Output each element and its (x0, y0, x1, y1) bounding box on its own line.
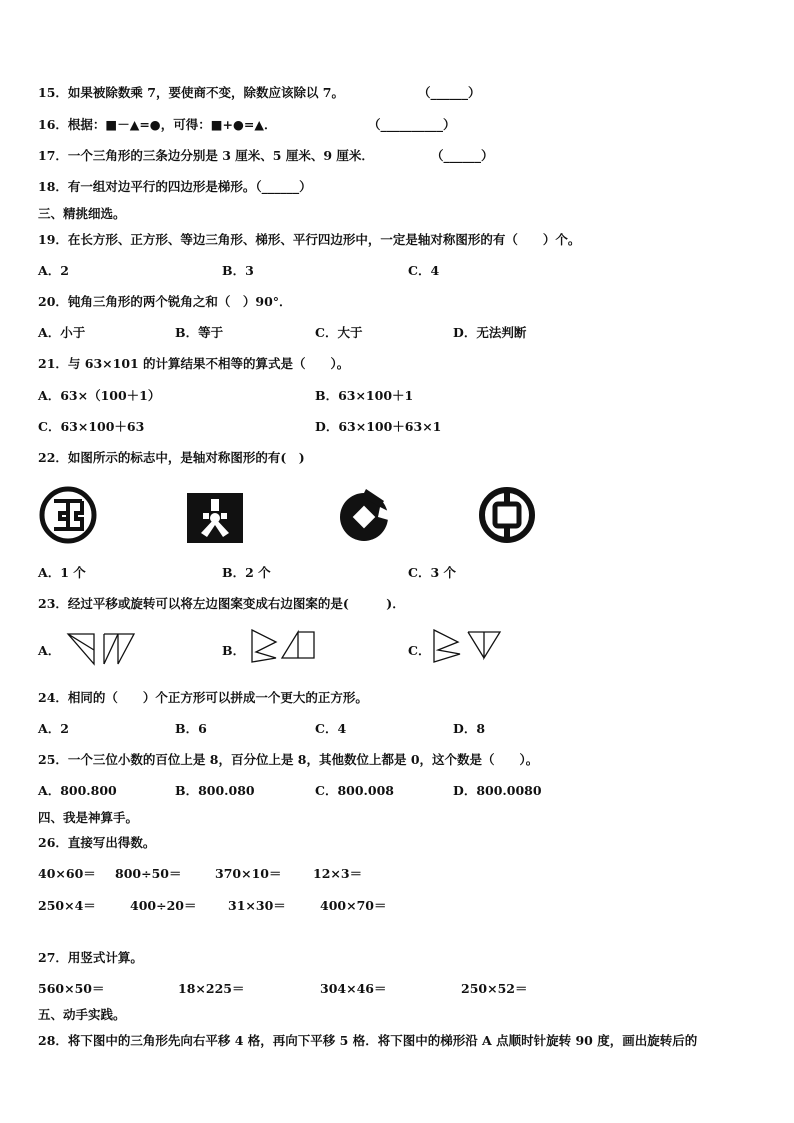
option-c[interactable]: C．4 (315, 721, 347, 736)
option-a[interactable]: A．2 (38, 263, 69, 278)
option-b[interactable]: B．800.080 (175, 783, 255, 798)
question-18: 18．有一组对边平行的四边形是梯形。（______） (38, 179, 312, 194)
question-22: 22．如图所示的标志中，是轴对称图形的有( ) (38, 450, 305, 465)
question-21: 21．与 63×101 的计算结果不相等的算式是（ ）。 (38, 356, 350, 371)
question-16: 16．根据：■－▲=●，可得：■+●=▲． (38, 117, 277, 132)
option-b[interactable]: B． (222, 643, 246, 658)
section-heading-4: 四、我是神算手。 (38, 810, 139, 825)
icbc-logo-icon (38, 485, 98, 545)
option-b[interactable]: B．63×100＋1 (315, 388, 414, 403)
answer-blank-15[interactable]: （______） (418, 85, 481, 100)
calc-item: 18×225＝ (178, 981, 245, 996)
question-17: 17．一个三角形的三条边分别是 3 厘米、5 厘米、9 厘米． (38, 148, 374, 163)
answer-blank-17[interactable]: （______） (431, 148, 494, 163)
calc-item: 31×30＝ (228, 898, 286, 913)
answer-blank-16[interactable]: （__________） (368, 117, 456, 132)
abc-logo-icon (187, 493, 243, 543)
option-b[interactable]: B．2 个 (222, 565, 271, 580)
option-b[interactable]: B．等于 (175, 325, 224, 340)
calc-item: 400÷20＝ (130, 898, 197, 913)
option-a[interactable]: A．800.800 (38, 783, 117, 798)
section-heading-3: 三、精挑细选。 (38, 206, 126, 221)
question-20: 20．钝角三角形的两个锐角之和（ ）90°． (38, 294, 292, 309)
option-a[interactable]: A．1 个 (38, 565, 86, 580)
calc-item: 304×46＝ (320, 981, 387, 996)
option-a-figure-icon (66, 630, 136, 666)
option-d[interactable]: D．8 (453, 721, 486, 736)
question-19: 19．在长方形、正方形、等边三角形、梯形、平行四边形中，一定是轴对称图形的有（ ）个。 (38, 232, 581, 247)
question-23: 23．经过平移或旋转可以将左边图案变成右边图案的是( )． (38, 596, 405, 611)
option-b[interactable]: B．3 (222, 263, 254, 278)
calc-item: 800÷50＝ (115, 866, 182, 881)
option-c[interactable]: C．大于 (315, 325, 363, 340)
option-d[interactable]: D．63×100＋63×1 (315, 419, 442, 434)
ccb-logo-icon (336, 487, 392, 543)
boc-logo-icon (478, 486, 536, 544)
calc-item: 250×52＝ (461, 981, 528, 996)
calc-item: 400×70＝ (320, 898, 387, 913)
question-28: 28．将下图中的三角形先向右平移 4 格，再向下平移 5 格．将下图中的梯形沿 A 点顺时针旋转 90 度，画出旋转后的 (38, 1033, 698, 1048)
option-a[interactable]: A．63×（100＋1） (38, 388, 161, 403)
option-a[interactable]: A． (38, 643, 61, 658)
section-heading-5: 五、动手实践。 (38, 1007, 126, 1022)
option-d[interactable]: D．800.0080 (453, 783, 542, 798)
calc-item: 370×10＝ (215, 866, 282, 881)
option-c[interactable]: C．63×100＋63 (38, 419, 145, 434)
option-c[interactable]: C．4 (408, 263, 440, 278)
calc-item: 560×50＝ (38, 981, 105, 996)
question-25: 25．一个三位小数的百位上是 8，百分位上是 8，其他数位上都是 0，这个数是（ ）。 (38, 752, 539, 767)
option-c[interactable]: C．3 个 (408, 565, 456, 580)
option-d[interactable]: D．无法判断 (453, 325, 527, 340)
option-a[interactable]: A．小于 (38, 325, 86, 340)
option-b-figure-icon (248, 628, 318, 664)
question-27: 27．用竖式计算。 (38, 950, 143, 965)
calc-item: 40×60＝ (38, 866, 96, 881)
calc-item: 12×3＝ (313, 866, 363, 881)
question-24: 24．相同的（ ）个正方形可以拼成一个更大的正方形。 (38, 690, 368, 705)
option-a[interactable]: A．2 (38, 721, 69, 736)
calc-item: 250×4＝ (38, 898, 96, 913)
question-26: 26．直接写出得数。 (38, 835, 156, 850)
option-c[interactable]: C． (408, 643, 431, 658)
option-c-figure-icon (430, 628, 502, 664)
question-15: 15．如果被除数乘 7，要使商不变，除数应该除以 7。 (38, 85, 344, 100)
option-c[interactable]: C．800.008 (315, 783, 394, 798)
option-b[interactable]: B．6 (175, 721, 207, 736)
